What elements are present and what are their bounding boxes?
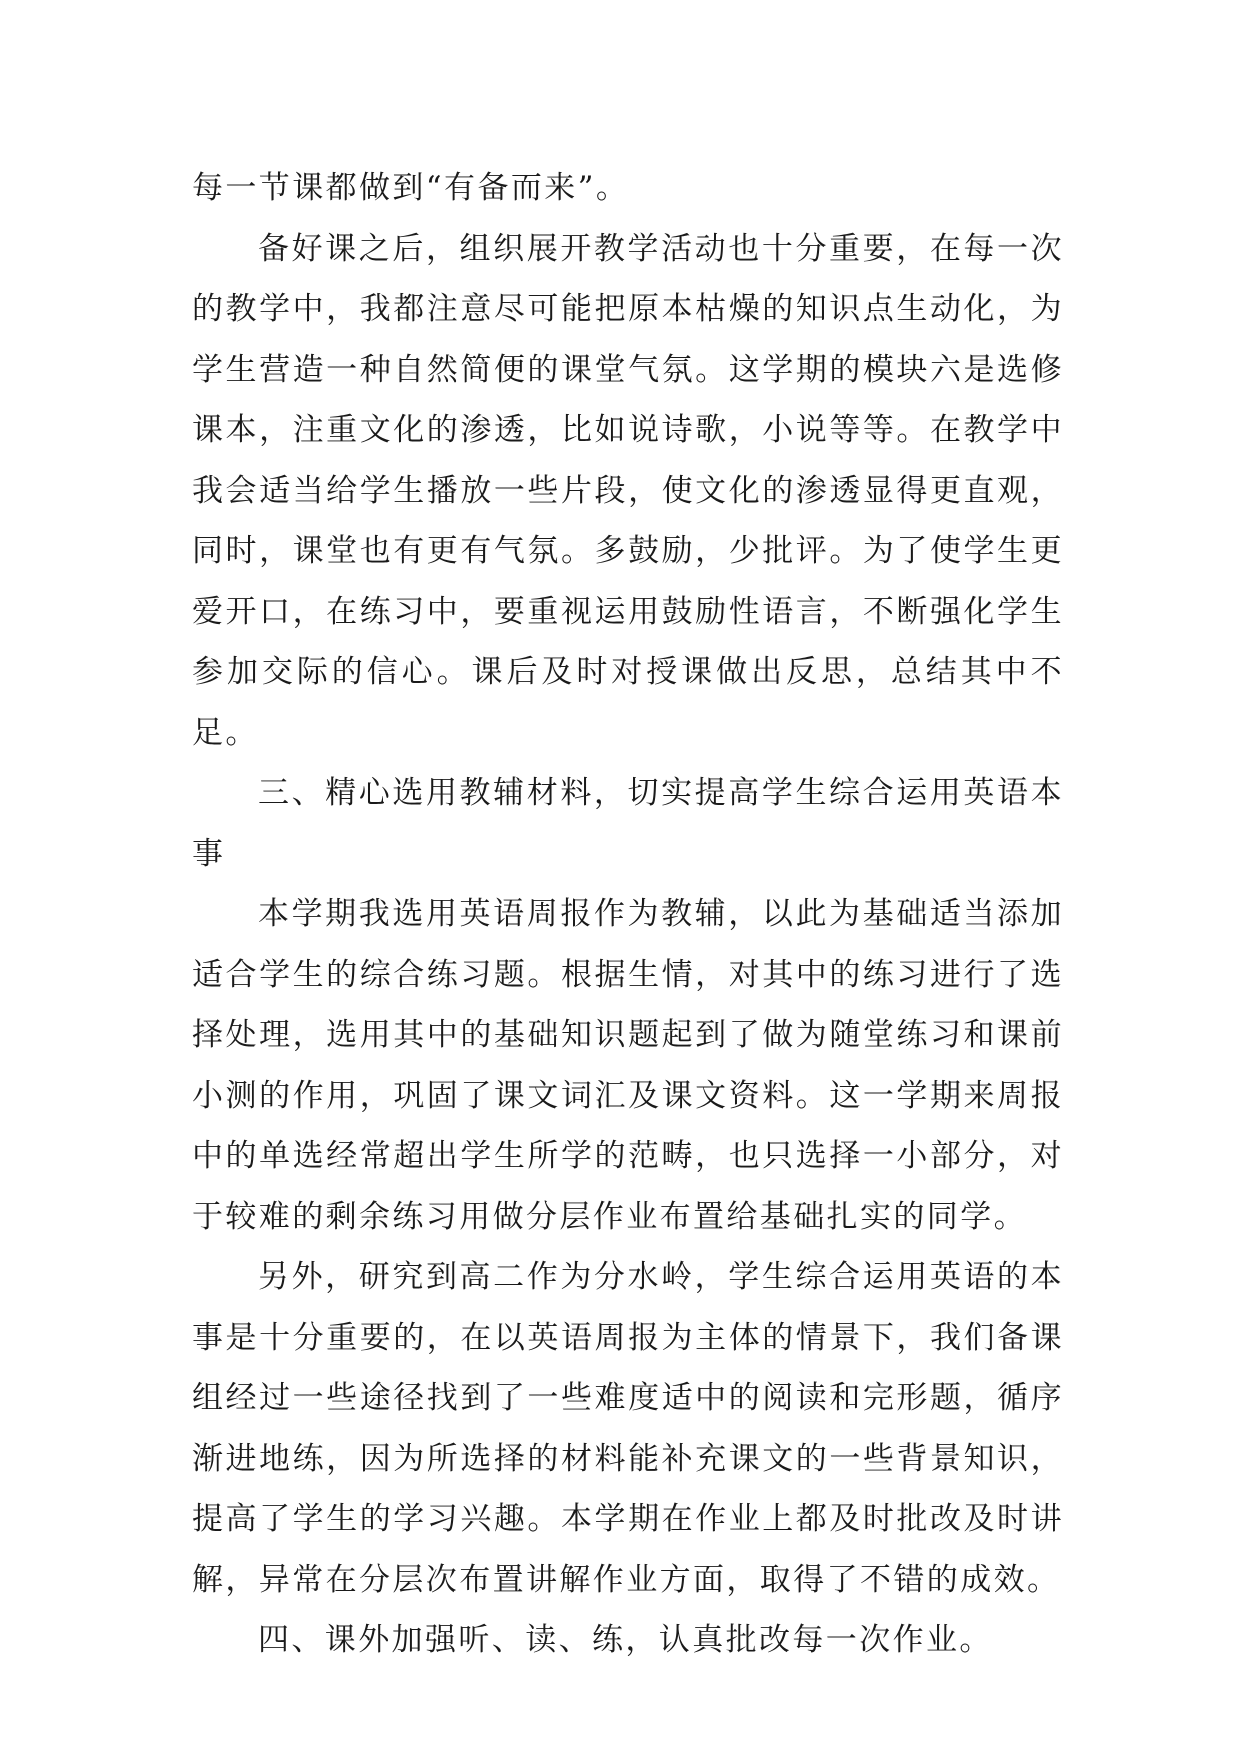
document-body xyxy=(192,158,1064,1671)
section-heading-4: 四、课外加强听、读、练，认真批改每一次作业。 xyxy=(258,1622,993,1658)
paragraph-teaching-activities: 备好课之后，组织展开教学活动也十分重要，在每一次的教学中，我都注意尽可能把原本枯燥的知识点生动化，为学生营造一种自然简便的课堂气氛。这学期的模块六是选修课本，注重文化的渗透，比如说诗歌，小说等等。在教学中我会适当给学生播放一些片段，使文化的渗透显得更直观，同时，课堂也有更有气氛。多鼓励，少批评。为了使学生更爱开口，在练习中，要重视运用鼓励性语言，不断强化学生参加交际的信心。课后及时对授课做出反思，总结其中不足。 xyxy=(192,230,1064,751)
paragraph-materials: 本学期我选用英语周报作为教辅，以此为基础适当添加适合学生的综合练习题。根据生情，对其中的练习进行了选择处理，选用其中的基础知识题起到了做为随堂练习和课前小测的作用，巩固了课文词汇及课文资料。这一学期来周报中的单选经常超出学生所学的范畴，也只选择一小部分，对于较难的剩余练习用做分层作业布置给基础扎实的同学。 xyxy=(192,896,1064,1235)
paragraph-continuation: 每一节课都做到“有备而来”。 xyxy=(192,170,630,206)
section-heading-3: 三、精心选用教辅材料，切实提高学生综合运用英语本事 xyxy=(192,775,1064,872)
paragraph-additional: 另外，研究到高二作为分水岭，学生综合运用英语的本事是十分重要的，在以英语周报为主体的情景下，我们备课组经过一些途径找到了一些难度适中的阅读和完形题，循序渐进地练，因为所选择的材料能补充课文的一些背景知识，提高了学生的学习兴趣。本学期在作业上都及时批改及时讲解，异常在分层次布置讲解作业方面，取得了不错的成效。 xyxy=(192,1259,1064,1598)
